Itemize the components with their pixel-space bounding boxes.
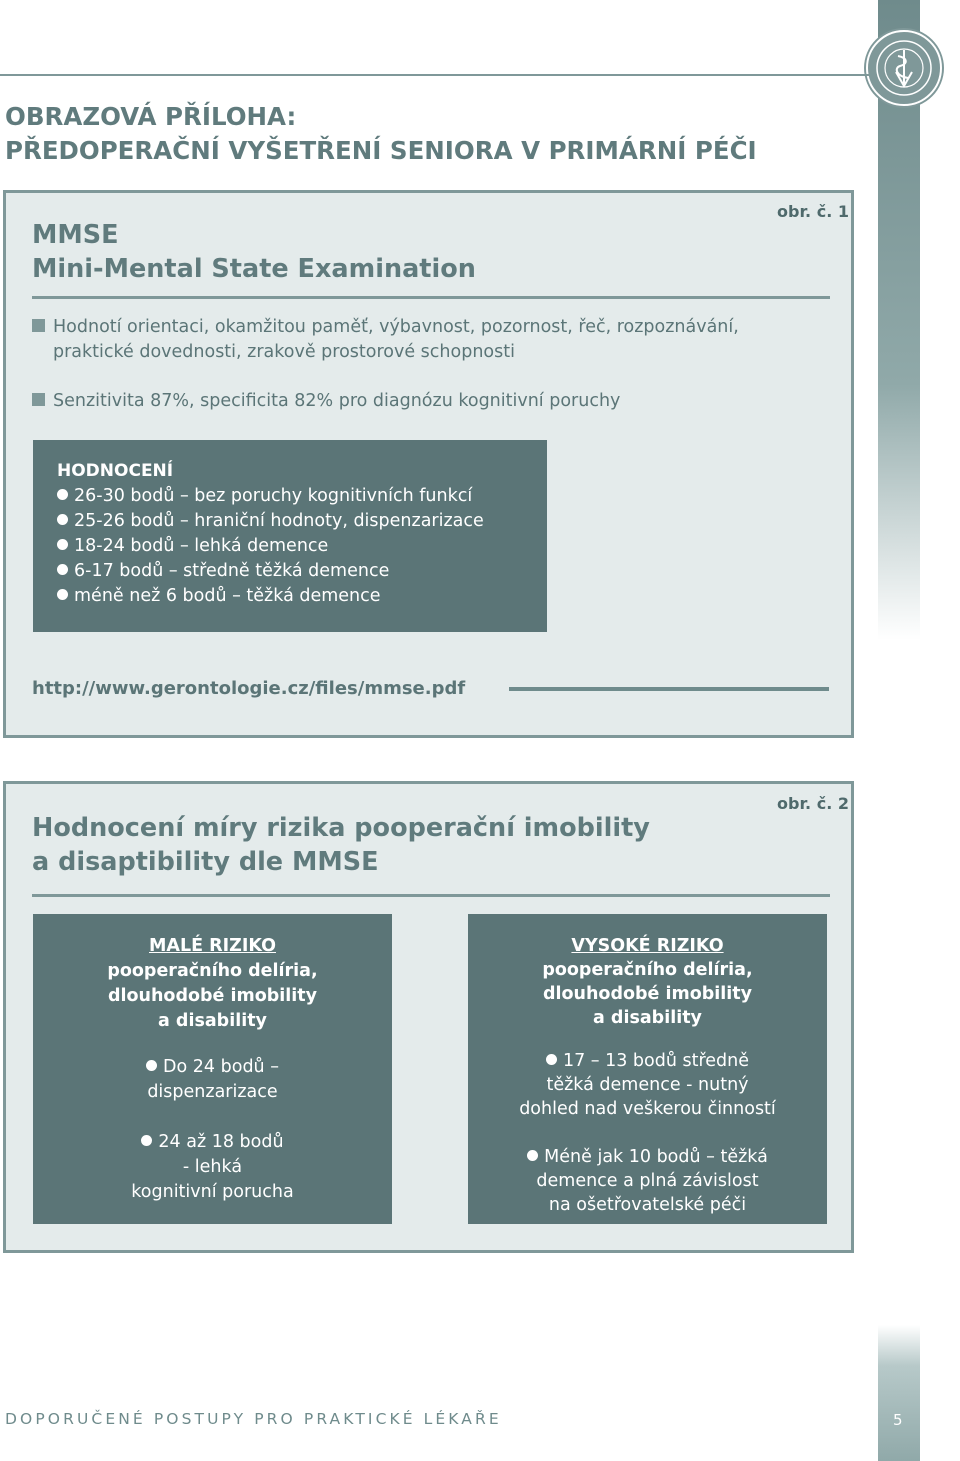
figure2-panel: [3, 781, 854, 1253]
high-risk-box: [468, 914, 827, 1224]
scoring-item: 25-26 bodů – hraniční hodnoty, dispenzarizace: [57, 509, 484, 534]
document-title-line1: OBRAZOVÁ PŘÍLOHA:: [5, 102, 297, 131]
mmse-url-link[interactable]: http://www.gerontologie.cz/files/mmse.pdf: [32, 678, 466, 699]
bullet-dot-icon: [57, 489, 68, 500]
high-risk-item-2: Méně jak 10 bodů – těžká demence a plná závislost na ošetřovatelské péči: [468, 1145, 827, 1217]
header-rule: [0, 74, 872, 76]
scoring-item: 6-17 bodů – středně těžká demence: [57, 559, 484, 584]
figure1-label: obr. č. 1: [777, 202, 849, 221]
figure1-bullet-1-line2: praktické dovednosti, zrakově prostorové schopnosti: [53, 342, 515, 362]
bullet-dot-icon: [57, 589, 68, 600]
figure1-bullet-2-text: Senzitivita 87%, specificita 82% pro diagnózu kognitivní poruchy: [53, 391, 621, 411]
figure2-title: [32, 811, 650, 879]
figure1-panel: [3, 190, 854, 738]
seal-emblem-icon: [868, 32, 940, 104]
bullet-dot-icon: [546, 1054, 557, 1065]
figure1-title: [32, 218, 476, 286]
bullet-dot-icon: [141, 1135, 152, 1146]
figure1-bullet-1-line1: Hodnotí orientaci, okamžitou paměť, výbavnost, pozornost, řeč, rozpoznávání,: [53, 317, 739, 337]
figure1-bullet-1: [32, 315, 739, 365]
high-risk-heading: VYSOKÉ RIZIKO pooperačního delíria, dlouhodobé imobility a disability: [468, 934, 827, 1030]
bullet-dot-icon: [146, 1060, 157, 1071]
scoring-heading: HODNOCENÍ: [57, 461, 174, 481]
figure2-label: obr. č. 2: [777, 794, 849, 813]
figure2-title-line1: Hodnocení míry rizika pooperační imobility: [32, 813, 650, 843]
figure1-title-line2: Mini-Mental State Examination: [32, 254, 476, 284]
high-risk-item-1: 17 – 13 bodů středně těžká demence - nutný dohled nad veškerou činností: [519, 1051, 776, 1119]
low-risk-title: MALÉ RIZIKO: [149, 936, 276, 956]
bullet-dot-icon: [527, 1150, 538, 1161]
society-seal-logo: [866, 30, 942, 106]
document-title-line2: PŘEDOPERAČNÍ VYŠETŘENÍ SENIORA V PRIMÁRNÍ PÉČI: [5, 136, 757, 165]
square-bullet-icon: [32, 393, 45, 406]
scoring-item: 26-30 bodů – bez poruchy kognitivních funkcí: [57, 484, 484, 509]
low-risk-box: [33, 914, 392, 1224]
bullet-dot-icon: [57, 564, 68, 575]
footer-text: DOPORUČENÉ POSTUPY PRO PRAKTICKÉ LÉKAŘE: [5, 1410, 502, 1428]
figure1-bullet-2: [32, 389, 620, 414]
square-bullet-icon: [32, 319, 45, 332]
figure1-title-line1: MMSE: [32, 220, 119, 250]
scoring-list: [57, 484, 484, 609]
document-title: [5, 100, 757, 168]
high-risk-title: VYSOKÉ RIZIKO: [571, 936, 724, 956]
figure2-title-line2: a disaptibility dle MMSE: [32, 847, 379, 877]
page-number: 5: [893, 1411, 903, 1429]
bullet-dot-icon: [57, 514, 68, 525]
low-risk-item-2: 24 až 18 bodů - lehká kognitivní porucha: [131, 1132, 294, 1202]
scoring-box: [33, 440, 547, 632]
figure1-rule: [32, 296, 830, 299]
scoring-item: 18-24 bodů – lehká demence: [57, 534, 484, 559]
low-risk-heading: MALÉ RIZIKO pooperačního delíria, dlouhodobé imobility a disability: [33, 934, 392, 1034]
low-risk-item-1: Do 24 bodů – dispenzarizace: [147, 1057, 279, 1102]
bullet-dot-icon: [57, 539, 68, 550]
side-stripe-bottom: [878, 1325, 920, 1461]
figure2-rule: [32, 894, 830, 897]
url-rule: [509, 687, 829, 691]
scoring-item: méně než 6 bodů – těžká demence: [57, 584, 484, 609]
